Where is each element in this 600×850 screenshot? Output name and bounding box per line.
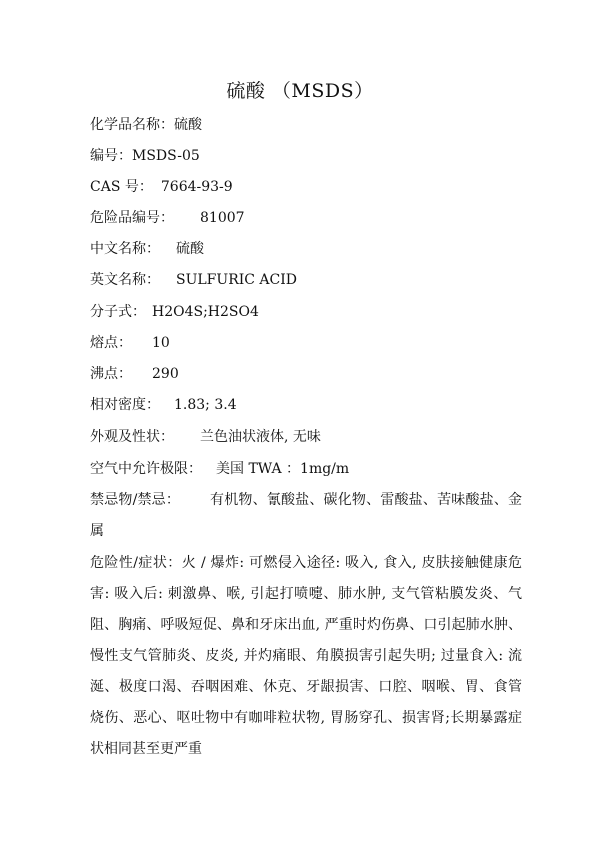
field-label: 相对密度： (90, 397, 160, 413)
field-molecular-formula (90, 302, 259, 322)
document-title-text: 硫酸 （MSDS） (226, 80, 374, 102)
field-boiling-point (90, 364, 179, 384)
field-relative-density (90, 395, 237, 415)
field-value: 美国 TWA ：1mg/m (216, 461, 350, 477)
document-title (0, 78, 600, 104)
field-value: 7664-93-9 (160, 179, 233, 195)
field-chemical-name (90, 115, 202, 135)
field-value: H2O4S;H2SO4 (152, 304, 259, 320)
field-label: 编号： (90, 148, 132, 164)
field-forbidden (90, 485, 522, 547)
field-cas (90, 177, 233, 197)
field-label: 外观及性状： (90, 429, 174, 445)
field-label: 英文名称： (90, 272, 160, 288)
field-value: SULFURIC ACID (176, 272, 298, 288)
field-value: 兰色油状液体, 无味 (200, 429, 321, 445)
field-value: 10 (152, 335, 170, 351)
field-label: 中文名称： (90, 241, 160, 257)
field-value: MSDS-05 (132, 148, 200, 164)
field-value: 有机物、氰酸盐、碳化物、雷酸盐、苦味酸盐、金属 (90, 492, 523, 539)
field-label: CAS 号： (90, 179, 153, 195)
field-appearance (90, 427, 321, 447)
field-label: 危险品编号： (90, 210, 174, 226)
field-value: 290 (152, 366, 179, 382)
field-value: 火 / 爆炸: 可燃侵入途径: 吸入, 食入, 皮肤接触健康危害: 吸入后: 刺激鼻、喉, 引起打喷嚏、肺水肿, 支气管粘膜发炎、气阻、胸痛、呼吸短促、鼻和牙床出血, 严重时灼伤鼻、口引起肺水肿、慢性支气管肺炎、皮炎, 并灼痛眼、角膜损害引起失明; 过量食入: 流涎、极度口渴、吞咽困难、休克、牙龈损害、口腔、咽喉、胃、食管烧伤、恶心、呕吐物中有咖啡粒状物, 胃肠穿孔、损害肾;长期暴露症状相同甚至更严重 (90, 555, 522, 757)
field-label: 熔点： (90, 335, 132, 351)
field-label: 空气中允许极限： (90, 461, 202, 477)
field-label: 分子式： (90, 304, 146, 320)
field-melting-point (90, 333, 170, 353)
field-english-name (90, 270, 297, 290)
field-label: 沸点： (90, 366, 132, 382)
field-label: 危险性/症状： (90, 555, 182, 571)
field-value: 1.83; 3.4 (174, 397, 237, 413)
field-value: 硫酸 (176, 241, 204, 257)
field-dangerous-goods-number (90, 208, 245, 228)
field-hazard (90, 548, 522, 765)
field-chinese-name (90, 239, 204, 259)
field-air-limit (90, 459, 349, 479)
field-value: 81007 (200, 210, 245, 226)
field-label: 禁忌物/禁忌： (90, 492, 181, 508)
field-label: 化学品名称： (90, 117, 174, 133)
field-number (90, 146, 200, 166)
field-value: 硫酸 (174, 117, 202, 133)
